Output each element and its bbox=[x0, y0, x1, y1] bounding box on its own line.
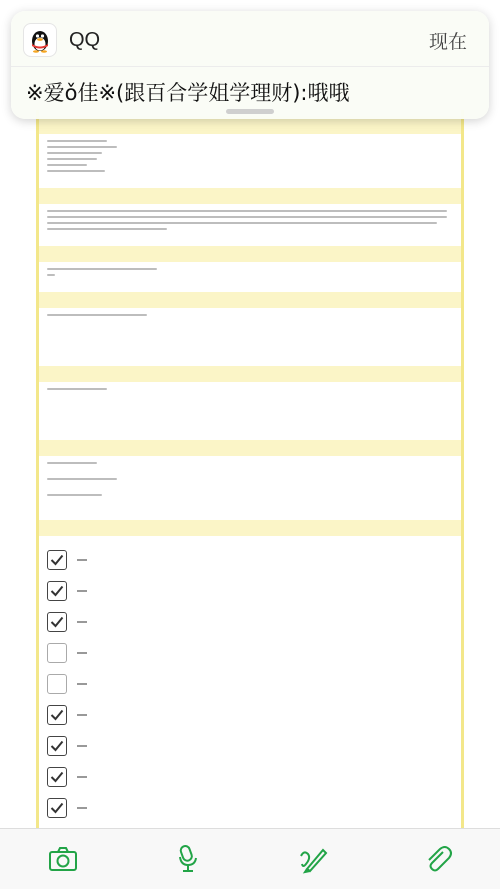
checkbox-checked[interactable] bbox=[47, 767, 67, 787]
checklist-item bbox=[47, 699, 461, 730]
section-header bbox=[39, 292, 461, 308]
paperclip-icon[interactable] bbox=[416, 837, 460, 881]
section-body bbox=[39, 204, 461, 240]
qq-penguin-icon bbox=[23, 23, 57, 57]
pen-icon[interactable] bbox=[291, 837, 335, 881]
checkbox-checked[interactable] bbox=[47, 798, 67, 818]
checkbox-checked[interactable] bbox=[47, 705, 67, 725]
section-header bbox=[39, 366, 461, 382]
section-header bbox=[39, 520, 461, 536]
checkbox-checked[interactable] bbox=[47, 581, 67, 601]
checkbox-checked[interactable] bbox=[47, 550, 67, 570]
notification-time: 现在 bbox=[428, 31, 467, 53]
section-body bbox=[39, 382, 461, 434]
checklist-item bbox=[47, 668, 461, 699]
section-header bbox=[39, 246, 461, 262]
checklist-item-label bbox=[77, 807, 87, 809]
checkbox-unchecked[interactable] bbox=[47, 674, 67, 694]
section-header bbox=[39, 440, 461, 456]
checkbox-checked[interactable] bbox=[47, 736, 67, 756]
checklist-item bbox=[47, 637, 461, 668]
camera-icon[interactable] bbox=[41, 837, 85, 881]
grabber-handle[interactable] bbox=[226, 109, 274, 114]
checklist-item bbox=[47, 575, 461, 606]
checklist-item bbox=[47, 761, 461, 792]
checklist-item bbox=[47, 544, 461, 575]
document-page bbox=[36, 110, 464, 830]
checklist-item bbox=[47, 606, 461, 637]
notification-banner[interactable] bbox=[11, 11, 489, 119]
bottom-toolbar bbox=[0, 828, 500, 889]
microphone-icon[interactable] bbox=[166, 837, 210, 881]
section-body bbox=[39, 134, 461, 182]
section-header bbox=[39, 188, 461, 204]
checklist-item-label bbox=[77, 683, 87, 685]
checklist-item-label bbox=[77, 590, 87, 592]
checklist-item-label bbox=[77, 776, 87, 778]
checklist-item-label bbox=[77, 559, 87, 561]
checklist-item-label bbox=[77, 621, 87, 623]
checklist-item-label bbox=[77, 714, 87, 716]
checklist-item bbox=[47, 730, 461, 761]
checklist-item bbox=[47, 792, 461, 823]
divider bbox=[11, 66, 489, 67]
checklist-item-label bbox=[77, 652, 87, 654]
section-body bbox=[39, 262, 461, 286]
checkbox-unchecked[interactable] bbox=[47, 643, 67, 663]
notification-message: ※爱ǒ佳※(跟百合学姐学理财):哦哦 bbox=[26, 81, 350, 105]
checklist-item-label bbox=[77, 745, 87, 747]
checklist bbox=[39, 536, 461, 823]
section-body bbox=[39, 456, 461, 514]
app-name: QQ bbox=[69, 29, 101, 51]
section-body bbox=[39, 308, 461, 360]
checkbox-checked[interactable] bbox=[47, 612, 67, 632]
